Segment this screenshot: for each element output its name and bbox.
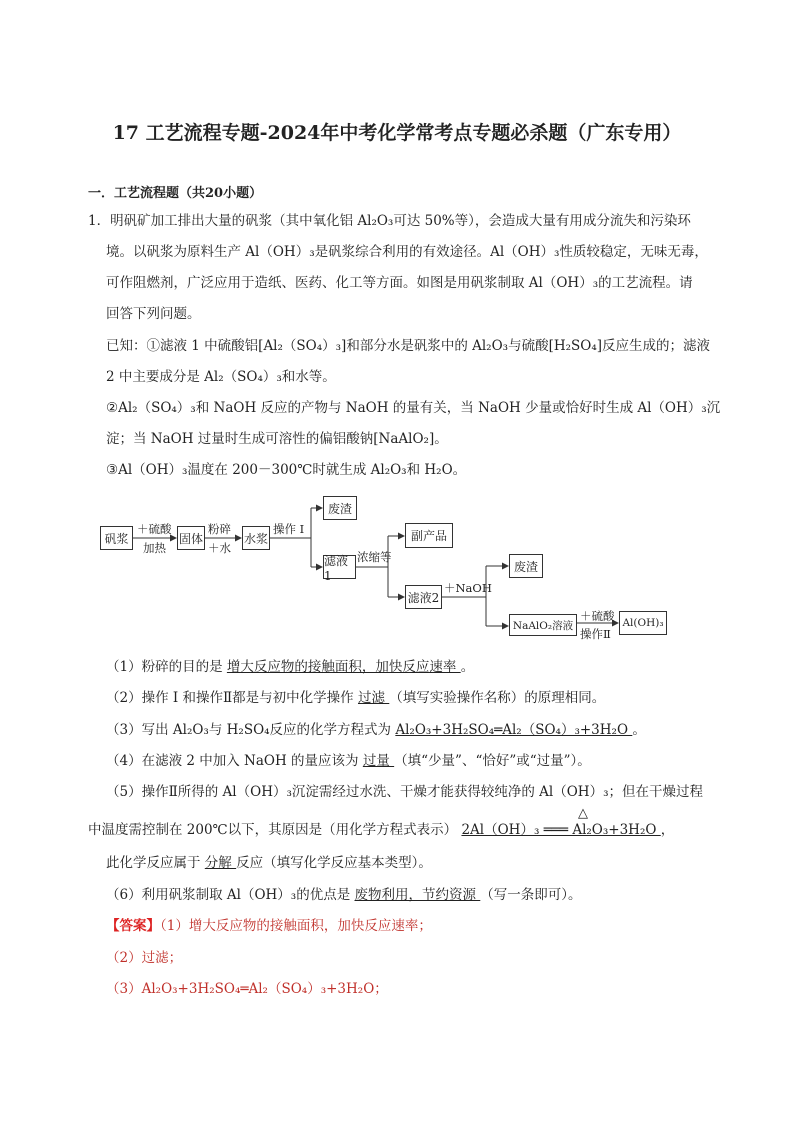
answer-blank: 2Al（OH）₃ ═══ Al₂O₃+3H₂O: [461, 822, 661, 838]
label-crush: 粉碎: [208, 522, 231, 536]
label-op-1: 操作 I: [273, 522, 305, 536]
answer-blank: Al₂O₃+3H₂SO₄═Al₂（SO₄）₃+3H₂O: [395, 722, 633, 738]
box-guti: 固体: [177, 526, 205, 550]
q1-line-5: 已知：①滤液 1 中硫酸铝[Al₂（SO₄）₃]和部分水是矾浆中的 Al₂O₃与硫酸[H₂SO₄]反应生成的；滤液: [106, 338, 711, 354]
box-lvye-2: 滤液2: [405, 585, 442, 609]
label-op-2: 操作Ⅱ: [580, 627, 611, 641]
question-2: （2）操作 I 和操作Ⅱ都是与初中化学操作 过滤 （填写实验操作名称）的原理相同。: [106, 690, 606, 706]
box-lvye-1: 滤液1: [323, 555, 356, 579]
box-naalo2-solution: NaAlO₂溶液: [509, 614, 577, 636]
q1-line-9: ③Al（OH）₃温度在 200－300℃时就生成 Al₂O₃和 H₂O。: [106, 462, 467, 478]
q1-line-2: 境。以矾浆为原料生产 Al（OH）₃是矾浆综合利用的有效途径。Al（OH）₃性质较稳定，无味无毒，: [106, 244, 708, 260]
question-6: （6）利用矾浆制取 Al（OH）₃的优点是 废物利用，节约资源 （写一条即可）。: [106, 887, 582, 903]
page-title: 17 工艺流程专题-2024年中考化学常考点专题必杀题（广东专用）: [112, 122, 682, 144]
q1-line-4: 回答下列问题。: [106, 306, 201, 322]
q1-line-7: ②Al₂（SO₄）₃和 NaOH 反应的产物与 NaOH 的量有关，当 NaOH 少量或恰好时生成 Al（OH）₃沉: [106, 400, 721, 416]
label-add-naoh: ＋NaOH: [444, 581, 492, 595]
q1-line-1: 1．明矾矿加工排出大量的矾浆（其中氧化铝 Al₂O₃可达 50%等），会造成大量有用成分流失和污染环: [88, 213, 691, 229]
answer-blank: 过量: [362, 753, 395, 769]
label-add-acid-2: ＋硫酸: [580, 609, 615, 623]
label-add-acid: ＋硫酸: [137, 522, 172, 536]
box-aloh3: Al(OH)₃: [619, 611, 667, 635]
q1-line-3: 可作阻燃剂，广泛应用于造纸、医药、化工等方面。如图是用矾浆制取 Al（OH）₃的工艺流程。请: [106, 275, 693, 291]
answer-blank: 过滤: [357, 690, 390, 706]
label-concentrate: 浓缩等: [357, 550, 392, 564]
reaction-condition-heat: △: [578, 806, 588, 821]
section-heading: 一．工艺流程题（共20小题）: [88, 186, 263, 201]
answer-line-2: （2）过滤；: [106, 950, 183, 966]
question-5-cont: 中温度需控制在 200℃以下，其原因是（用化学方程式表示） 2Al（OH）₃ ═══ Al₂O₃+3H₂O ，: [88, 822, 675, 838]
answer-label: 【答案】: [106, 918, 160, 934]
question-3: （3）写出 Al₂O₃与 H₂SO₄反应的化学方程式为 Al₂O₃+3H₂SO₄═Al₂（SO₄）₃+3H₂O 。: [106, 722, 646, 738]
q1-line-8: 淀；当 NaOH 过量时生成可溶性的偏铝酸钠[NaAlO₂]。: [106, 431, 448, 447]
answer-blank: 分解: [204, 855, 237, 871]
answer-line-1: 【答案】（1）增大反应物的接触面积，加快反应速率；: [106, 918, 432, 934]
box-fanjiang: 矾浆: [100, 526, 133, 550]
box-shuijiang: 水浆: [242, 526, 270, 550]
q1-line-6: 2 中主要成分是 Al₂（SO₄）₃和水等。: [106, 369, 336, 385]
box-fuchanpin: 副产品: [405, 523, 453, 548]
question-1: （1）粉碎的目的是 增大反应物的接触面积，加快反应速率 。: [106, 659, 475, 675]
box-feizha-1: 废渣: [323, 496, 357, 520]
question-5-type: 此化学反应属于 分解 反应（填写化学反应基本类型）。: [106, 855, 432, 871]
label-add-water: ＋水: [208, 541, 231, 555]
question-5: （5）操作Ⅱ所得的 Al（OH）₃沉淀需经过水洗、干燥才能获得较纯净的 Al（OH）₃；但在干燥过程: [106, 784, 703, 800]
answer-blank: 废物利用，节约资源: [354, 887, 481, 903]
question-4: （4）在滤液 2 中加入 NaOH 的量应该为 过量 （填“少量”、“恰好”或“过量”）。: [106, 753, 591, 769]
box-feizha-2: 废渣: [509, 554, 543, 578]
answer-line-3: （3）Al₂O₃+3H₂SO₄═Al₂（SO₄）₃+3H₂O；: [106, 981, 388, 997]
answer-blank: 增大反应物的接触面积，加快反应速率: [226, 659, 461, 675]
label-heat: 加热: [143, 541, 166, 555]
